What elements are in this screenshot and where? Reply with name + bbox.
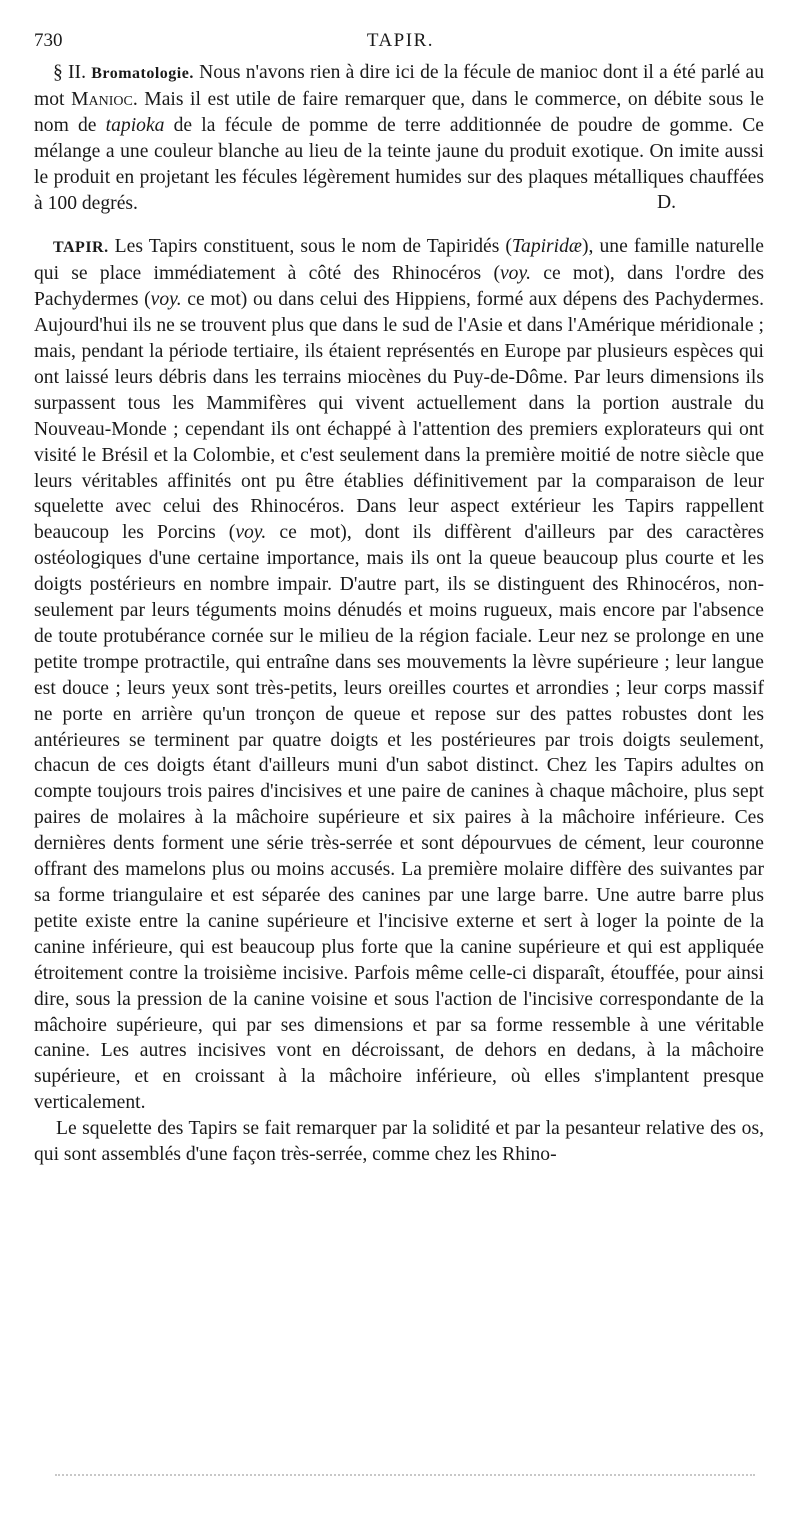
paragraph-text: ce mot), dont ils diffèrent d'ailleurs par des caractères ostéologiques d'une certaine importance, mais ils ont la queue beaucoup plus courte et les doigts postérieurs en nombre impair. D'autre part, ils se distinguent des Rhinocéros, non-seulement par leurs téguments moins dénudés et moins rugueux, mais encore par l'absence de toute protubérance cornée sur le milieu de la région faciale. Leur nez se prolonge en une petite trompe protractile, qui entraîne dans ses mouvements la lèvre supérieure ; leur langue est douce ; leurs yeux sont très-petits, leurs oreilles courtes et arrondies ; leur corps massif ne porte en arrière qu'un tronçon de queue et repose sur des pattes robustes dont les antérieures se terminent par quatre doigts et les postérieures par trois doigts seulement, chacun de ces doigts étant d'ailleurs muni d'un sabot distinct. Chez les Tapirs adultes on compte toujours trois paires d'incisives et une paire de canines à chaque mâchoire, plus sept paires de molaires à la mâchoire supérieure et six paires à la mâchoire inférieure. Ces dernières dents forment une série très-serrée et sont dépourvues de cément, leur couronne offrant des mamelons plus ou moins accusés. La première molaire diffère des suivantes par sa forme triangulaire et est séparée des canines par une large barre. Une autre barre plus petite existe entre la canine supérieure et l'incisive externe et sert à loger la pointe de la canine inférieure, qui est beaucoup plus forte que la canine supérieure et qui est appliquée étroitement contre la troisième incisive. Parfois même celle-ci disparaît, étouffée, pour ainsi dire, sous la pression de la canine voisine et sous l'action de l'incisive correspondante de la mâchoire supérieure, qui par ses dimensions et par sa forme ressemble à une véritable canine. Les autres incisives vont en décroissant, de dehors en dedans, à la mâchoire supérieure, et en croissant à la mâchoire inférieure, où elles s'implantent presque verticalement. (34, 522, 764, 1114)
running-title: TAPIR. (366, 30, 434, 51)
paragraph-text: ce mot), dans l'ordre des Pachydermes ( (34, 263, 764, 311)
document-page (34, 28, 764, 1168)
paragraph-text: Les Tapirs constituent, sous le nom de Tapiridés ( (108, 236, 512, 258)
page-number: 730 (34, 30, 63, 51)
section-marker: § II. (53, 62, 86, 83)
paragraph-text: ), une famille naturelle qui se place immédiatement à côté des Rhinocéros ( (34, 236, 764, 285)
article-heading: TAPIR. (53, 239, 109, 257)
tapir-article-paragraph (34, 234, 764, 1116)
page-header (34, 28, 764, 60)
section-heading: Bromatologie. (91, 65, 194, 82)
paragraph-text: ce mot) ou dans celui des Hippiens, formé aux dépens des Pachydermes. Aujourd'hui ils ne se trouvent plus que dans le sud de l'Asie et dans l'Amérique méridionale ; mais, pendant la période tertiaire, ils étaient représentés en Europe par plusieurs espèces qui ont laissé leurs débris dans les terrains miocènes du Puy-de-Dôme. Par leurs dimensions ils surpassent tous les Mammifères qui vivent actuellement dans la portion australe du Nouveau-Monde ; cependant ils ont échappé à l'attention des premiers explorateurs qui ont visité le Brésil et la Colombie, et c'est seulement dans la première moitié de notre siècle que leurs véritables affinités ont pu être établies définitivement par la comparaison de leur squelette avec celui des Rhinocéros. Dans leur aspect extérieur les Tapirs rappellent beaucoup les Porcins ( (34, 289, 765, 544)
italic-term: voy. (150, 289, 182, 311)
italic-term: voy. (499, 263, 531, 285)
footer-dotted-rule (55, 1474, 755, 1478)
paragraph-text: . Mais il est utile de faire remarquer que, dans le commerce, on débite sous le nom de (34, 88, 764, 136)
paragraph-text: de la fécule de pomme de terre additionnée de poudre de gomme. Ce mélange a une couleur blanche au lieu de la teinte jaune du produit exotique. On imite aussi le produit en projetant les fécules légèrement humides sur des plaques métalliques chauffées à 100 degrés. (34, 114, 764, 214)
italic-term: voy. (235, 522, 267, 544)
italic-term: Tapiridæ (511, 236, 582, 258)
italic-term: tapioka (105, 114, 165, 136)
cross-reference: Manioc (71, 88, 133, 110)
paragraph-text: Nous n'avons rien à dire ici de la fécule de manioc dont il a été parlé au mot (34, 62, 764, 110)
author-signature: D. (656, 192, 676, 214)
skeleton-paragraph: Le squelette des Tapirs se fait remarquer par la solidité et par la pesanteur relative des os, qui sont assemblés d'une façon très-serrée, comme chez les Rhino- (34, 1118, 764, 1166)
